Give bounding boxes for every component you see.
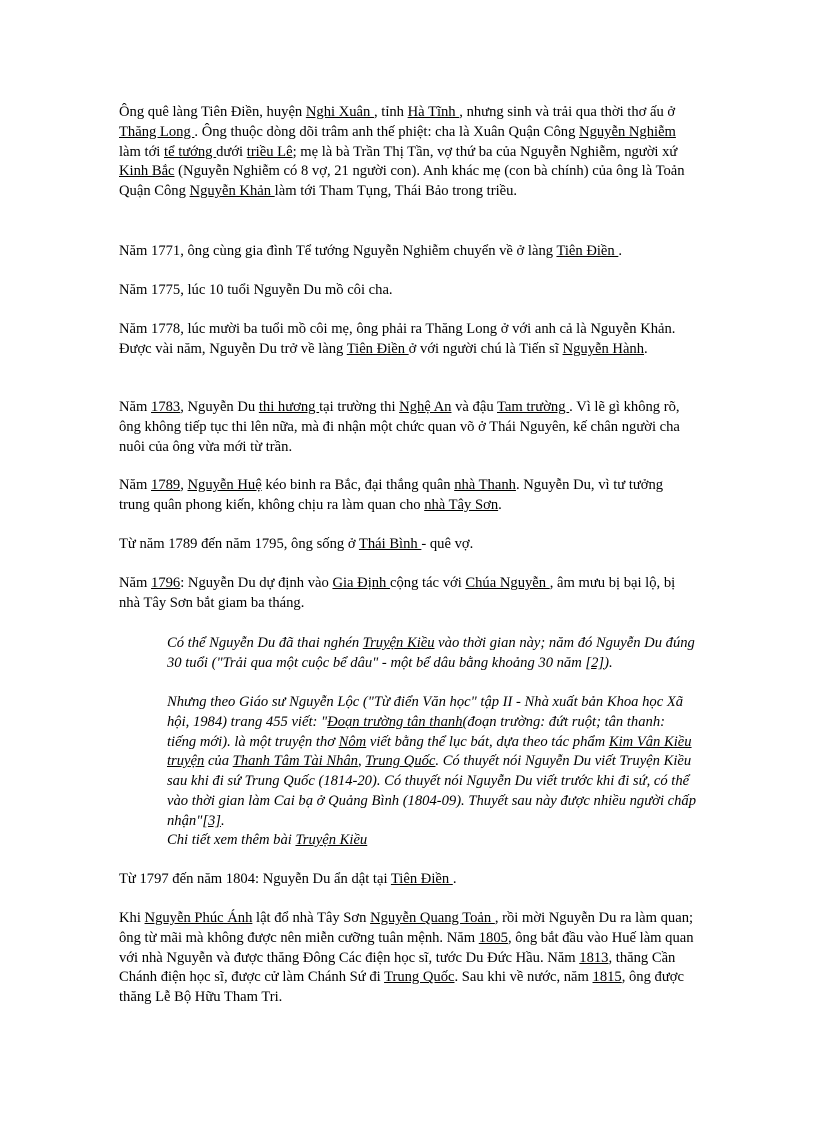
hyperlink[interactable]: nhà Tây Sơn <box>424 496 499 513</box>
paragraph-1778 <box>119 320 697 360</box>
text-run: làm tới <box>119 143 165 160</box>
text-run: Có thể Nguyễn Du đã thai nghén <box>167 635 363 651</box>
text-run: . Vì lẽ gì không rõ, ông không tiếp tục thi lên nữa, mà đi nhận một chức quan võ ở Thái Nguyên, kế chân người cha nuôi của ông vừa mới từ trần. <box>119 399 680 455</box>
text-run: Năm 1771, ông cùng gia đình Tể tướng Nguyễn Nghiễm chuyển về ở làng <box>119 243 557 259</box>
paragraph-1789 <box>119 476 697 516</box>
hyperlink[interactable]: 1789 <box>151 477 181 493</box>
paragraph-nguyen-phuc-anh <box>119 909 697 1008</box>
hyperlink[interactable]: Nguyễn Huệ <box>187 477 262 493</box>
hyperlink[interactable]: [2] <box>585 654 605 671</box>
hyperlink[interactable]: triều Lê <box>246 143 293 160</box>
hyperlink[interactable]: Truyện Kiều <box>362 635 435 651</box>
paragraph-1797-1804 <box>119 870 697 890</box>
hyperlink[interactable]: Nguyễn Hành <box>562 340 645 357</box>
text-run: làm tới Tham Tụng, Thái Bảo trong triều. <box>274 183 518 200</box>
paragraph-1796 <box>119 574 697 614</box>
text-run: Năm <box>119 477 152 493</box>
hyperlink[interactable]: Hà Tĩnh <box>407 104 460 120</box>
hyperlink[interactable]: 1805 <box>478 929 508 946</box>
hyperlink[interactable]: Nghi Xuân <box>305 104 374 120</box>
hyperlink[interactable]: Nguyễn Phúc Ánh <box>144 910 253 926</box>
text-run: : Nguyễn Du dự định vào <box>180 575 333 591</box>
hyperlink[interactable]: nhà Thanh <box>454 477 516 493</box>
text-run: Khi <box>119 910 145 926</box>
text-run: Năm <box>119 399 152 415</box>
paragraph-1783 <box>119 398 697 457</box>
text-run: , nhưng sinh và trải qua thời thơ ấu ở <box>459 104 676 120</box>
text-run: ở với người chú là Tiến sĩ <box>408 340 563 357</box>
text-run: , ông bắt đầu vào Huế làm quan với nhà Nguyễn và được thăng Đông Các điện học sĩ, tước Du Đức Hầu. Năm <box>119 929 694 966</box>
text-run: , âm mưu bị bại lộ, bị nhà Tây Sơn bắt giam ba tháng. <box>119 575 676 611</box>
hyperlink[interactable]: Tiên Điền <box>346 340 409 357</box>
text-run: Ông quê làng Tiên Điền, huyện <box>119 104 306 120</box>
text-run: Năm 1778, lúc mười ba tuổi mồ côi mẹ, ông phải ra Thăng Long ở với anh cả là Nguyễn Khản. Được vài năm, Nguyễn Du trở về làng <box>119 321 676 357</box>
hyperlink[interactable]: 1783 <box>151 399 181 415</box>
hyperlink[interactable]: Tiên Điền <box>556 243 619 259</box>
text-run: (đoạn trường: đứt ruột; tân thanh: tiếng mới). là một truyện thơ <box>167 713 665 750</box>
hyperlink[interactable]: Nguyễn Nghiễm <box>579 123 676 140</box>
hyperlink[interactable]: Đoạn trường tân thanh <box>327 713 463 730</box>
text-run: , rồi mời Nguyễn Du ra làm quan; ông từ mãi mà không được nên miễn cưỡng tuân mệnh. Năm <box>119 910 694 946</box>
text-run: Từ năm 1789 đến năm 1795, ông sống ở <box>119 536 359 552</box>
hyperlink[interactable]: Nghệ An <box>399 399 452 415</box>
text-run: , <box>357 753 366 770</box>
text-run: ). <box>604 654 613 671</box>
hyperlink[interactable]: tể tướng <box>164 143 217 160</box>
text-run: , thăng Cần Chánh điện học sĩ, được cử làm Chánh Sứ đi <box>119 949 676 986</box>
text-run: kéo binh ra Bắc, đại thắng quân <box>261 477 455 493</box>
hyperlink[interactable]: Trung Quốc <box>365 753 436 770</box>
text-run: (Nguyễn Nghiễm có 8 vợ, 21 người con). Anh khác mẹ (con bà chính) của ông là Toản Quận Công <box>119 163 685 200</box>
hyperlink[interactable]: Kim Vân Kiều truyện <box>167 733 692 770</box>
text-run: tại trường thi <box>319 399 400 415</box>
text-run: dưới <box>216 143 247 160</box>
text-run: Nhưng theo Giáo sư Nguyễn Lộc ("Từ điển Văn học" tập II - Nhà xuất bản Khoa học Xã hội, 1984) trang 455 viết: " <box>167 694 684 730</box>
text-run: , <box>180 477 188 493</box>
hyperlink[interactable]: Nôm <box>338 733 367 750</box>
hyperlink[interactable]: Chúa Nguyễn <box>465 575 550 591</box>
text-run: . Ông thuộc dòng dõi trâm anh thế phiệt: cha là Xuân Quận Công <box>194 123 580 140</box>
text-run: . Sau khi về nước, năm <box>454 969 593 986</box>
hyperlink[interactable]: 1813 <box>579 949 609 966</box>
hyperlink[interactable]: Tam trường <box>497 399 570 415</box>
text-run: và đậu <box>451 399 497 415</box>
hyperlink[interactable]: Thái Bình <box>358 536 422 552</box>
text-run: viết bằng thể lục bát, dựa theo tác phẩm <box>366 733 609 750</box>
hyperlink[interactable]: Nguyễn Khản <box>189 183 275 200</box>
hyperlink[interactable]: [3] <box>202 812 221 829</box>
text-run: lật đổ nhà Tây Sơn <box>252 910 371 926</box>
text-run: Năm 1775, lúc 10 tuổi Nguyễn Du mồ côi cha. <box>119 282 393 298</box>
quote-line-thai-nghen <box>167 634 697 674</box>
text-run: , Nguyễn Du <box>180 399 259 415</box>
hyperlink[interactable]: Thanh Tâm Tài Nhân <box>232 753 358 770</box>
hyperlink[interactable]: Trung Quốc <box>384 969 455 986</box>
text-run: , ông được thăng Lễ Bộ Hữu Tham Tri. <box>119 969 684 1006</box>
hyperlink[interactable]: Truyện Kiều <box>295 832 368 848</box>
text-run: - quê vợ. <box>421 536 474 552</box>
text-run: . <box>644 340 648 357</box>
paragraph-origin <box>119 103 697 202</box>
text-run: cộng tác với <box>390 575 466 591</box>
quote-line-nguyen-loc <box>167 693 697 832</box>
paragraph-1771 <box>119 242 697 262</box>
text-run: . <box>618 243 622 259</box>
hyperlink[interactable]: Gia Định <box>332 575 390 591</box>
text-run: . <box>220 812 225 829</box>
text-run: ; mẹ là bà Trần Thị Tần, vợ thứ ba của Nguyễn Nghiễm, người xứ <box>292 143 678 160</box>
hyperlink[interactable]: Kinh Bắc <box>119 163 175 180</box>
paragraph-1775 <box>119 281 697 301</box>
text-run: . <box>498 496 502 513</box>
text-run: , tỉnh <box>373 104 408 120</box>
hyperlink[interactable]: Thăng Long <box>119 123 195 140</box>
text-run: . Có thuyết nói Nguyễn Du viết Truyện Kiều sau khi đi sứ Trung Quốc (1814-20). Có thuyết nói Nguyễn Du viết trước khi đi sứ, có thể vào thời gian làm Cai bạ ở Quảng Bình (1804-09). Thuyết sau này được nhiều người chấp nhận" <box>167 753 697 829</box>
text-run: Chi tiết xem thêm bài <box>167 832 296 848</box>
text-run: vào thời gian này; năm đó Nguyễn Du đúng 30 tuổi ("Trải qua một cuộc bể dâu" - một bể dâu bằng khoảng 30 năm <box>167 635 695 671</box>
hyperlink[interactable]: thi hương <box>258 399 320 415</box>
text-run: Từ 1797 đến năm 1804: Nguyễn Du ẩn dật tại <box>119 871 391 887</box>
text-run: của <box>204 753 233 770</box>
text-run: Năm <box>119 575 152 591</box>
hyperlink[interactable]: Nguyễn Quang Toản <box>370 910 495 926</box>
paragraph-1789-1795 <box>119 535 697 555</box>
hyperlink[interactable]: 1815 <box>592 969 622 986</box>
hyperlink[interactable]: Tiên Điền <box>390 871 453 887</box>
quote-line-see-also <box>167 831 697 851</box>
hyperlink[interactable]: 1796 <box>151 575 181 591</box>
text-run: . <box>452 871 457 887</box>
text-run: . Nguyễn Du, vì tư tưởng trung quân phong kiến, không chịu ra làm quan cho <box>119 477 664 513</box>
